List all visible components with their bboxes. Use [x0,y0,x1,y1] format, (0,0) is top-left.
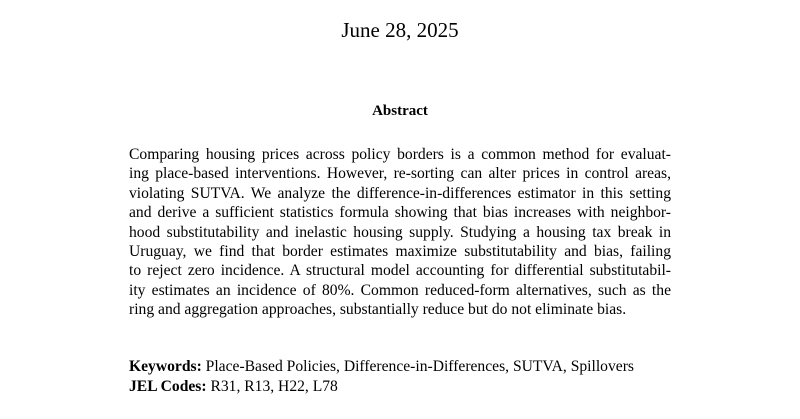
abstract-line: ring and aggregation approaches, substantially reduce but do not eliminate bias. [129,301,627,319]
abstract-line: to reject zero incidence. A structural model accounting for differential substitutabil- [129,262,671,280]
keywords-value: Place-Based Policies, Difference-in-Differences, SUTVA, Spillovers [205,358,634,375]
abstract-line: Uruguay, we find that border estimates maximize substitutability and bias, failing [129,243,671,261]
keywords-line [129,357,729,377]
abstract-line: Comparing housing prices across policy borders is a common method for evaluat- [129,146,671,163]
abstract-line: violating SUTVA. We analyze the difference-in-differences estimator in this setting [129,184,671,202]
abstract-body [129,145,671,320]
abstract-heading: Abstract [372,103,428,119]
paper-date: June 28, 2025 [341,18,459,42]
jel-codes-label: JEL Codes: [129,378,207,395]
abstract-line: hood substitutability and inelastic housing supply. Studying a housing tax break in [129,223,671,241]
keywords-label: Keywords: [129,358,202,375]
abstract-line: ing place-based interventions. However, re-sorting can alter prices in control areas, [129,165,671,183]
jel-codes-value: R31, R13, H22, L78 [210,378,338,395]
abstract-line: and derive a sufficient statistics formula showing that bias increases with neighbor- [129,204,671,222]
paper-metadata [129,357,729,397]
abstract-line: ity estimates an incidence of 80%. Common reduced-form alternatives, such as the [129,281,671,299]
jel-codes-line [129,377,729,397]
